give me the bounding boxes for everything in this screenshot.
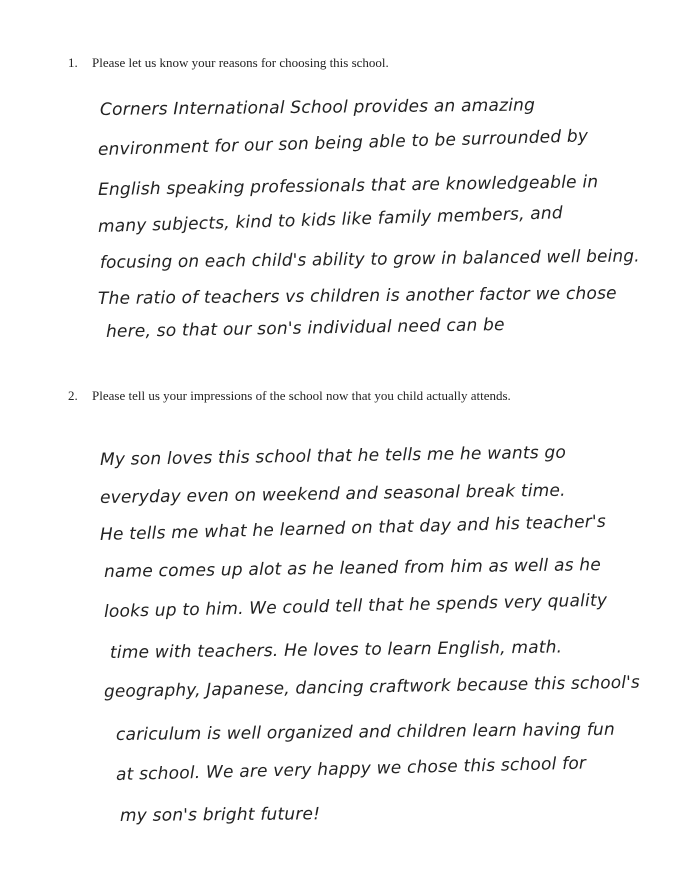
question-number: 1.	[68, 55, 78, 70]
answer-line: The ratio of teachers vs children is another factor we chose	[97, 283, 617, 309]
answer-line: Corners International School provides an amazing	[99, 95, 536, 120]
answer-line: everyday even on weekend and seasonal break time.	[99, 480, 566, 508]
answer-line: environment for our son being able to be surrounded by	[97, 126, 589, 160]
question-1	[68, 54, 588, 71]
answer-line: name comes up alot as he leaned from him as well as he	[103, 555, 602, 582]
answer-line: time with teachers. He loves to learn English, math.	[109, 637, 563, 663]
answer-line: English speaking professionals that are knowledgeable in	[97, 172, 599, 200]
question-text: Please let us know your reasons for choosing this school.	[92, 55, 389, 70]
answer-line: He tells me what he learned on that day and his teacher's	[99, 511, 607, 545]
answer-line: geography, Japanese, dancing craftwork because this school's	[103, 672, 641, 702]
answer-line: cariculum is well organized and children learn having fun	[115, 719, 616, 745]
question-2	[68, 387, 588, 404]
answer-line: many subjects, kind to kids like family members, and	[97, 203, 564, 237]
answer-line: here, so that our son's individual need can be	[105, 315, 505, 342]
question-number: 2.	[68, 388, 78, 403]
question-text: Please tell us your impressions of the school now that you child actually attends.	[92, 388, 511, 403]
answer-line: at school. We are very happy we chose this school for	[115, 753, 587, 785]
answer-line: looks up to him. We could tell that he spends very quality	[103, 590, 608, 622]
answer-line: focusing on each child's ability to grow in balanced well being.	[99, 246, 640, 273]
answer-line: my son's bright future!	[119, 804, 321, 826]
answer-line: My son loves this school that he tells me he wants go	[99, 442, 567, 470]
